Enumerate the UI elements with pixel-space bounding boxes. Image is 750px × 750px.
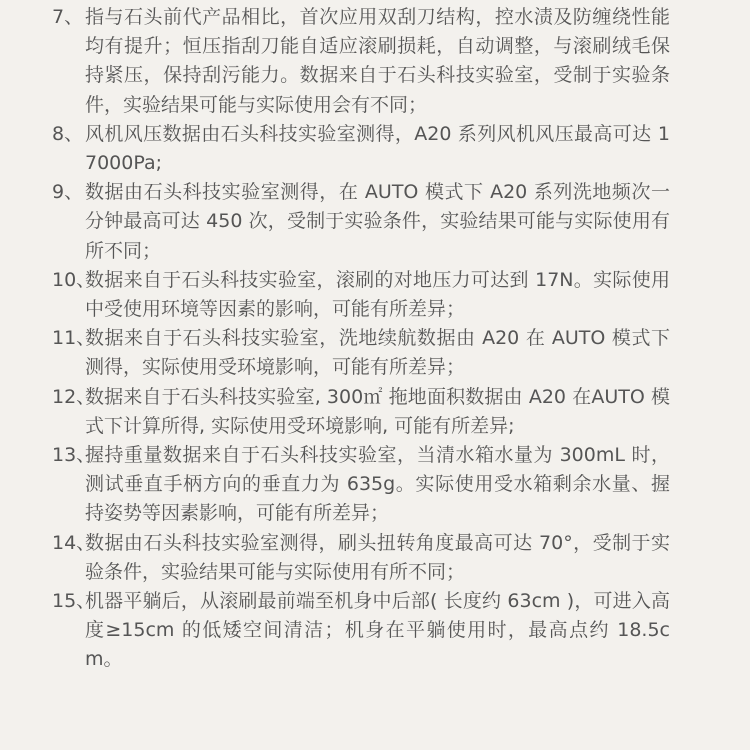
footnote-9 bbox=[0, 178, 750, 266]
footnote-text: 数据由石头科技实验室测得，刷头扭转角度最高可达 70°，受制于实验条件，实验结果可能与实际使用有所不同； bbox=[85, 531, 670, 583]
footnote-number: 11、 bbox=[52, 327, 96, 350]
footnote-number: 14、 bbox=[52, 531, 96, 554]
footnote-15 bbox=[0, 587, 750, 675]
footnote-text: 风机风压数据由石头科技实验室测得，A20 系列风机风压最高可达 17000Pa; bbox=[85, 122, 670, 175]
footnote-number: 12、 bbox=[52, 385, 96, 408]
footnote-text: 握持重量数据来自于石头科技实验室，当清水箱水量为 300mL 时，测试垂直手柄方向的垂直力为 635g。实际使用受水箱剩余水量、握持姿势等因素影响，可能有所差异； bbox=[85, 444, 670, 525]
footnote-number: 7、 bbox=[52, 6, 84, 28]
footnote-10 bbox=[0, 266, 750, 324]
footnote-number: 8、 bbox=[52, 122, 84, 145]
footnote-8 bbox=[0, 120, 750, 178]
footnote-number: 10、 bbox=[52, 268, 96, 291]
footnote-text: 数据来自于石头科技实验室, 300㎡ 拖地面积数据由 A20 在AUTO 模式下计算所得, 实际使用受环境影响, 可能有所差异; bbox=[85, 385, 670, 437]
footnote-13 bbox=[0, 441, 750, 529]
footnote-11 bbox=[0, 324, 750, 382]
footnote-text: 机器平躺后，从滚刷最前端至机身中后部( 长度约 63cm )，可进入高度≥15cm 的低矮空间清洁；机身在平躺使用时，最高点约 18.5cm。 bbox=[85, 590, 670, 671]
footnote-number: 15、 bbox=[52, 590, 96, 613]
footnote-text: 数据来自于石头科技实验室，洗地续航数据由 A20 在 AUTO 模式下测得，实际使用受环境影响，可能有所差异； bbox=[85, 327, 670, 379]
footnote-7 bbox=[0, 3, 750, 120]
footnote-text: 数据由石头科技实验室测得，在 AUTO 模式下 A20 系列洗地频次一分钟最高可达 450 次，受制于实验条件，实验结果可能与实际使用有所不同； bbox=[85, 181, 670, 262]
footnote-14 bbox=[0, 529, 750, 587]
footnote-12 bbox=[0, 383, 750, 441]
footnote-text: 数据来自于石头科技实验室，滚刷的对地压力可达到 17N。实际使用中受使用环境等因素的影响，可能有所差异； bbox=[85, 268, 670, 321]
footnote-number: 9、 bbox=[52, 181, 84, 204]
footnote-number: 13、 bbox=[52, 444, 96, 467]
footnote-text: 指与石头前代产品相比，首次应用双刮刀结构，控水渍及防缠绕性能均有提升；恒压指刮刀能自适应滚刷损耗，自动调整，与滚刷绒毛保持紧压，保持刮污能力。数据来自于石头科技实验室，受制于实验条件，实验结果可能与实际使用会有不同； bbox=[85, 6, 670, 116]
